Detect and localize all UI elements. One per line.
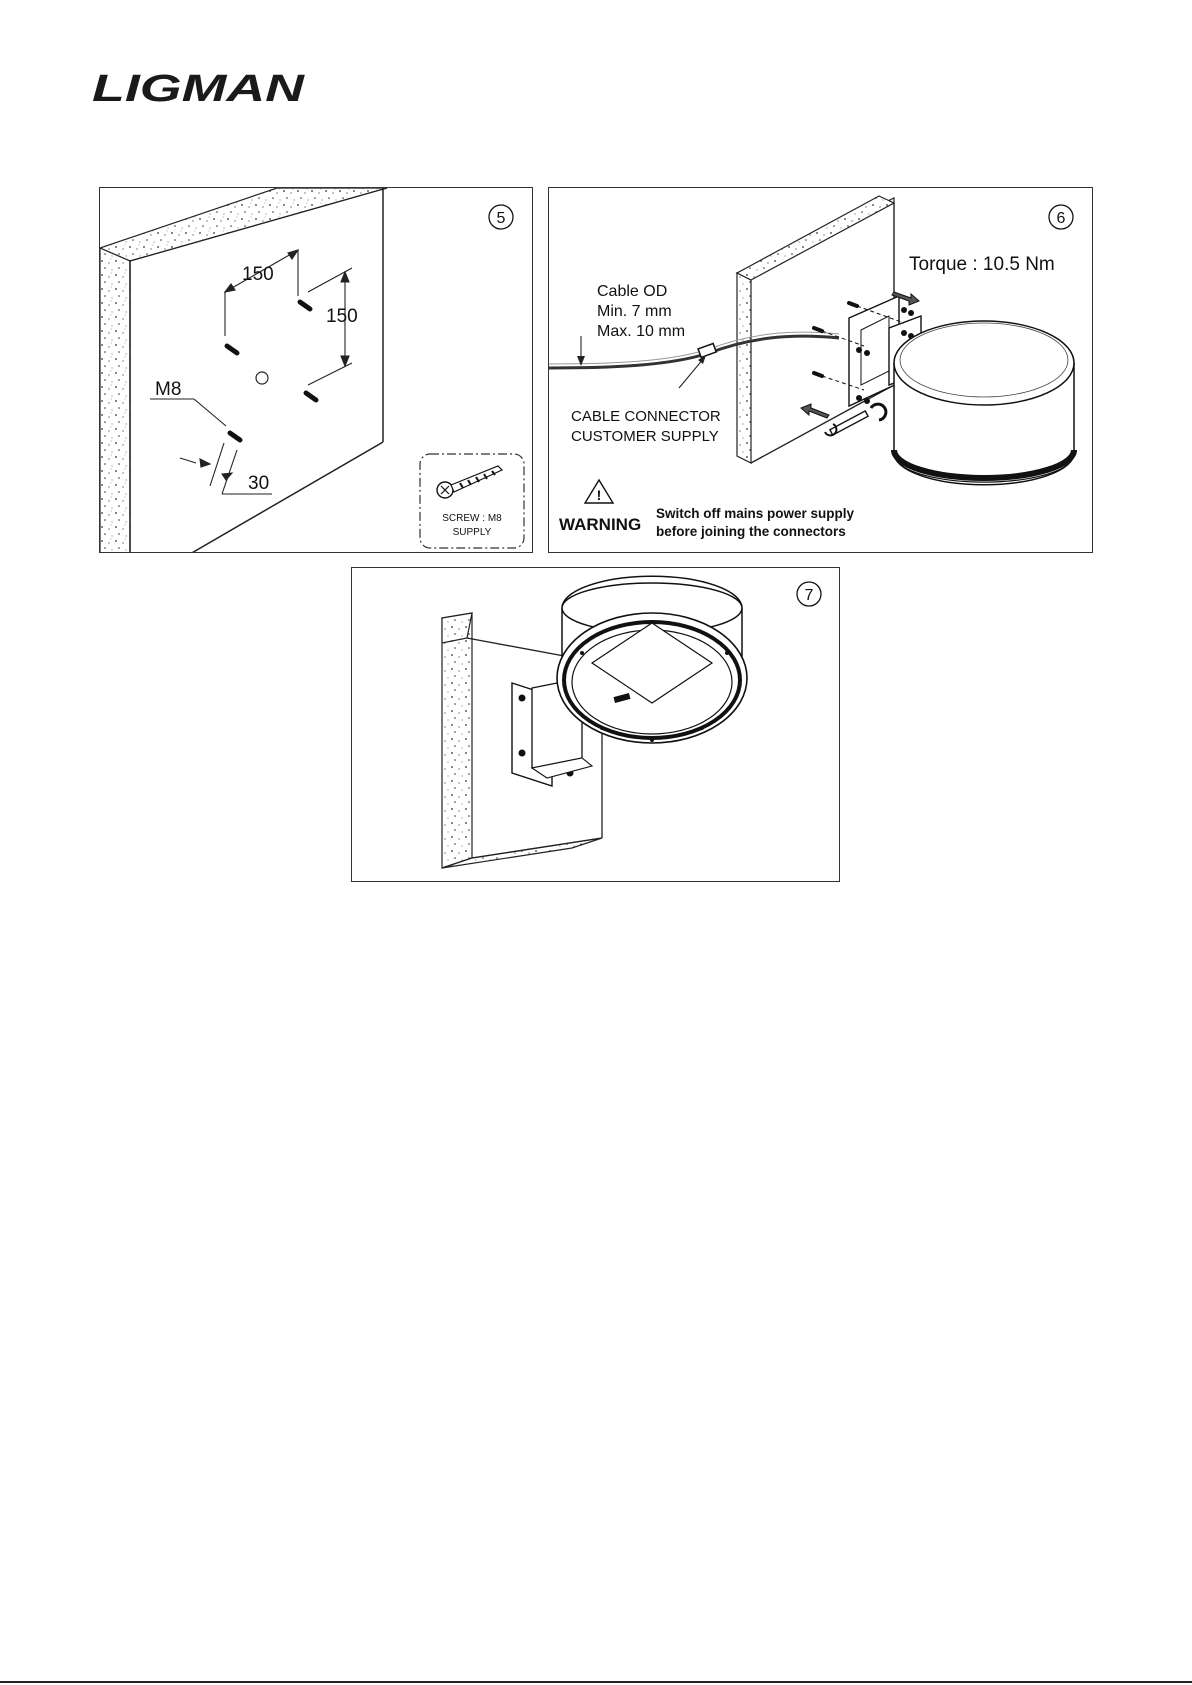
- cable-hole: [256, 372, 268, 384]
- luminaire-cylinder: [557, 576, 747, 743]
- cable-od-line3: Max. 10 mm: [597, 323, 686, 340]
- svg-text:!: !: [596, 487, 602, 503]
- step-number: 6: [1056, 210, 1066, 227]
- luminaire-cylinder: [894, 321, 1074, 485]
- wall-side-edge: [100, 248, 130, 553]
- wall-bolt: [227, 302, 316, 440]
- screw-inset-line1: SCREW : M8: [442, 513, 502, 524]
- step-6-drawing: [549, 188, 1093, 553]
- connector-line1: CABLE CONNECTOR: [571, 408, 721, 425]
- step-number: 5: [496, 210, 506, 227]
- step-7-panel: [351, 567, 840, 882]
- ligman-logo: [92, 70, 307, 106]
- depth-30-label: 30: [248, 473, 270, 494]
- dim-horizontal-150: 150: [242, 264, 274, 285]
- step-number: 7: [804, 587, 814, 604]
- page-bottom-rule: [0, 1681, 1192, 1683]
- logo-wordmark: LIGMAN: [92, 70, 307, 106]
- warning-line2: before joining the connectors: [656, 524, 846, 539]
- cable-od-line1: Cable OD: [597, 283, 668, 300]
- warning-label: WARNING: [559, 515, 642, 534]
- step-7-drawing: [352, 568, 840, 882]
- step-5-panel: [99, 187, 533, 553]
- wall-side-edge: [442, 613, 472, 868]
- step-6-panel: [548, 187, 1093, 553]
- connector-line2: CUSTOMER SUPPLY: [571, 428, 719, 445]
- torque-label: Torque : 10.5 Nm: [909, 254, 1055, 275]
- wrench-icon: [825, 404, 886, 435]
- cable-od-line2: Min. 7 mm: [597, 303, 672, 320]
- dim-vertical-150: 150: [326, 306, 358, 327]
- screw-inset-line2: SUPPLY: [452, 527, 492, 538]
- wall-top-edge: [100, 188, 387, 261]
- wall-top-speckle: [737, 196, 894, 280]
- bolt-size-label: M8: [155, 379, 182, 400]
- cable-connector: [698, 344, 716, 358]
- step-5-drawing: [100, 188, 533, 553]
- warning-line1: Switch off mains power supply: [656, 506, 855, 521]
- wall-side-edge: [737, 273, 751, 463]
